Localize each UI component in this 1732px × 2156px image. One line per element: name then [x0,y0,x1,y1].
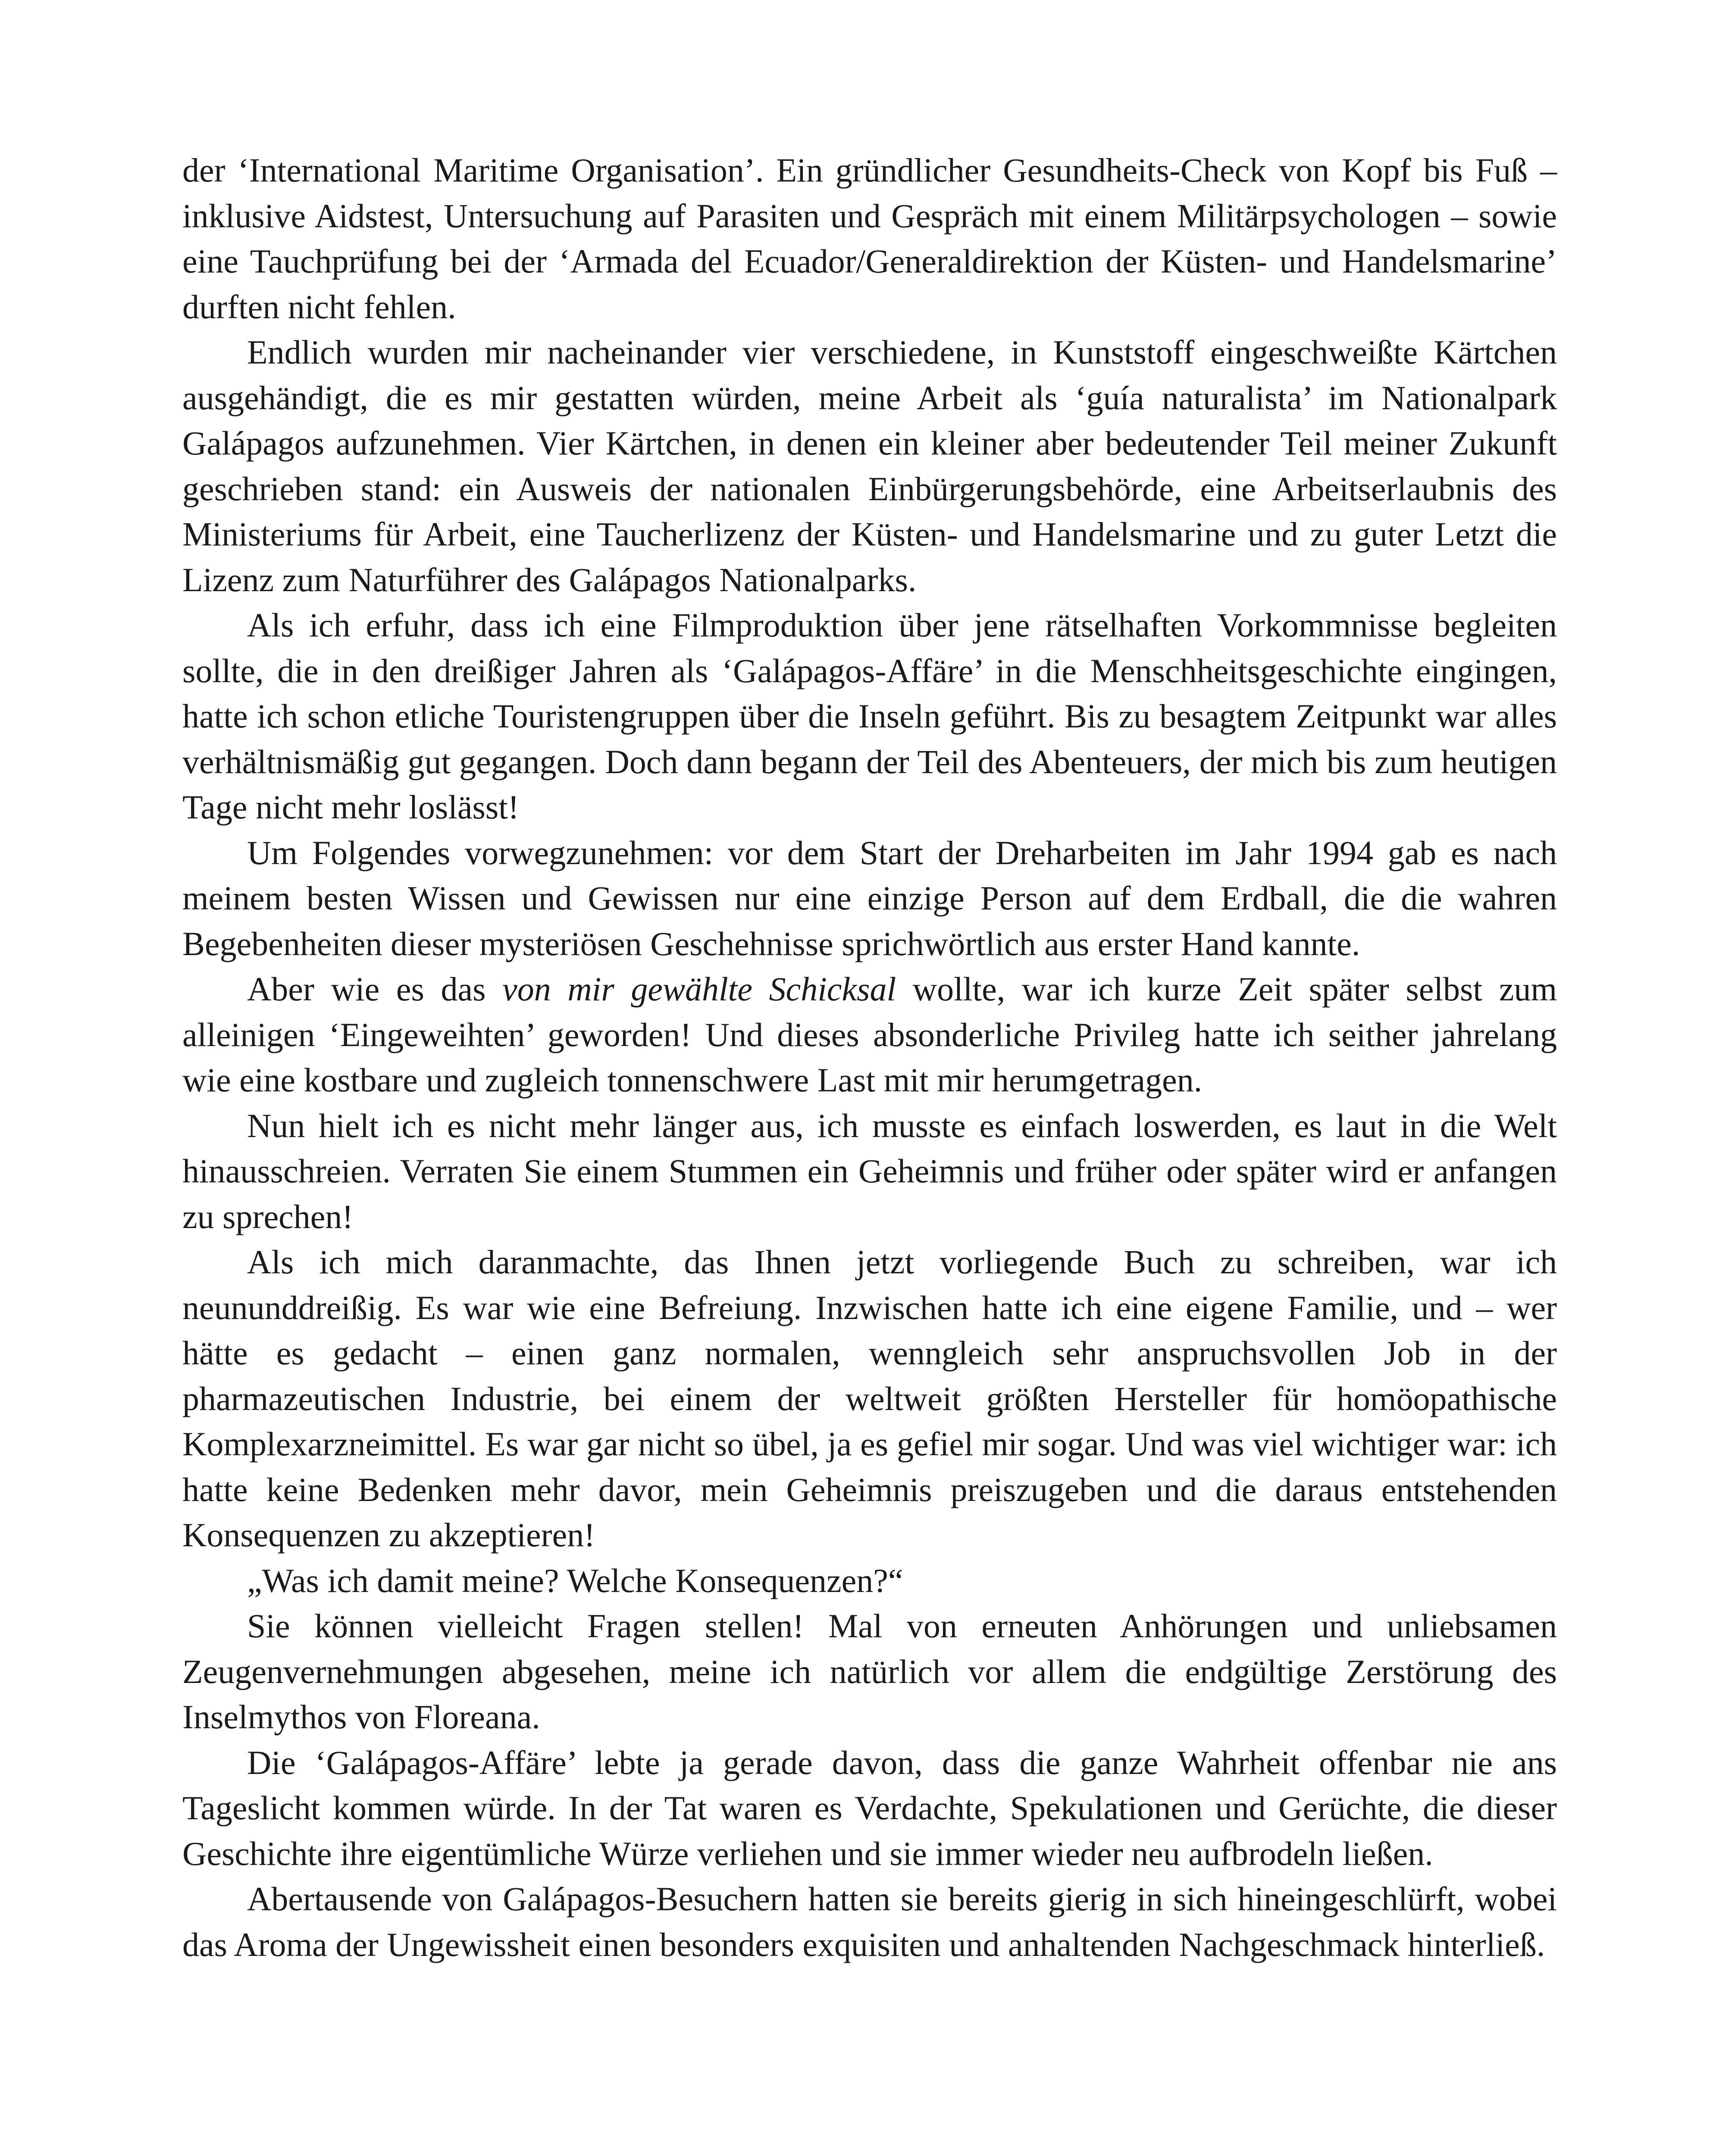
emphasized-phrase: von mir gewählte Schicksal [502,970,896,1008]
paragraph [182,1876,1557,1967]
paragraph-text: Aber wie es das [247,970,503,1008]
paragraph [182,1103,1557,1240]
paragraph-text: wollte, war ich kurze Zeit später selbst zum alleinigen ‘Eingeweihten’ geworden! Und dieses absonderliche Privileg hatte ich seither jahrelang wie eine kostbare und zugleich tonnenschwere Last mit mir herumgetragen. [182,970,1557,1099]
paragraph [182,147,1557,329]
paragraph-text: Abertausende von Galápagos-Besuchern hatten sie bereits gierig in sich hineingeschlürft, wobei das Aroma der Ungewissheit einen besonders exquisiten und anhaltenden Nachgeschmack hinterließ. [182,1880,1557,1963]
paragraph [182,602,1557,830]
paragraph-text: Nun hielt ich es nicht mehr länger aus, ich musste es einfach loswerden, es laut in die Welt hinausschreien. Verraten Sie einem Stummen ein Geheimnis und früher oder später wird er anfangen zu sprechen! [182,1106,1557,1235]
paragraph [182,1558,1557,1604]
paragraph [182,1239,1557,1558]
paragraph-text: Endlich wurden mir nacheinander vier verschiedene, in Kunststoff eingeschweißte Kärtchen ausgehändigt, die es mir gestatten würden, meine Arbeit als ‘guía naturalista’ im Nationalpark Galápagos aufzunehmen. Vier Kärtchen, in denen ein kleiner aber bedeutender Teil meiner Zukunft geschrieben stand: ein Ausweis der nationalen Einbürgerungsbehörde, eine Arbeitserlaubnis des Ministeriums für Arbeit, eine Taucherlizenz der Küsten- und Handelsmarine und zu guter Letzt die Lizenz zum Naturführer des Galápagos Nationalparks. [182,333,1557,599]
paragraph-text: Um Folgendes vorwegzunehmen: vor dem Start der Dreharbeiten im Jahr 1994 gab es nach meinem besten Wissen und Gewissen nur eine einzige Person auf dem Erdball, die die wahren Begebenheiten dieser mysteriösen Geschehnisse sprichwörtlich aus erster Hand kannte. [182,834,1557,962]
paragraph-text: Die ‘Galápagos-Affäre’ lebte ja gerade davon, dass die ganze Wahrheit offenbar nie ans Tageslicht kommen würde. In der Tat waren es Verdachte, Spekulationen und Gerüchte, die dieser Geschichte ihre eigentümliche Würze verliehen und sie immer wieder neu aufbrodeln ließen. [182,1743,1557,1872]
body-text [182,147,1557,1967]
paragraph-text: Als ich erfuhr, dass ich eine Filmproduktion über jene rätselhaften Vorkommnisse begleiten sollte, die in den dreißiger Jahren als ‘Galápagos-Affäre’ in die Menschheitsgeschichte eingingen, hatte ich schon etliche Touristengruppen über die Inseln geführt. Bis zu besagtem Zeitpunkt war alles verhältnismäßig gut gegangen. Doch dann begann der Teil des Abenteuers, der mich bis zum heutigen Tage nicht mehr loslässt! [182,606,1557,826]
paragraph [182,1740,1557,1877]
paragraph-text: „Was ich damit meine? Welche Konsequenzen?“ [247,1561,903,1599]
paragraph-text: Als ich mich daranmachte, das Ihnen jetzt vorliegende Buch zu schreiben, war ich neununddreißig. Es war wie eine Befreiung. Inzwischen hatte ich eine eigene Familie, und – wer hätte es gedacht – einen ganz normalen, wenngleich sehr anspruchsvollen Job in der pharmazeutischen Industrie, bei einem der weltweit größten Hersteller für homöopathische Komplexarzneimittel. Es war gar nicht so übel, ja es gefiel mir sogar. Und was viel wichtiger war: ich hatte keine Bedenken mehr davor, mein Geheimnis preiszugeben und die daraus entstehenden Konsequenzen zu akzeptieren! [182,1243,1557,1554]
paragraph [182,329,1557,602]
paragraph [182,830,1557,967]
paragraph [182,966,1557,1103]
paragraph-text: Sie können vielleicht Fragen stellen! Mal von erneuten Anhörungen und unliebsamen Zeugenvernehmungen abgesehen, meine ich natürlich vor allem die endgültige Zerstörung des Inselmythos von Floreana. [182,1607,1557,1736]
paragraph [182,1603,1557,1740]
paragraph-text: der ‘International Maritime Organisation’. Ein gründlicher Gesundheits-Check von Kopf bis Fuß – inklusive Aidstest, Untersuchung auf Parasiten und Gespräch mit einem Militärpsychologen – sowie eine Tauchprüfung bei der ‘Armada del Ecuador/Generaldirektion der Küsten- und Handelsmarine’ durften nicht fehlen. [182,151,1557,326]
